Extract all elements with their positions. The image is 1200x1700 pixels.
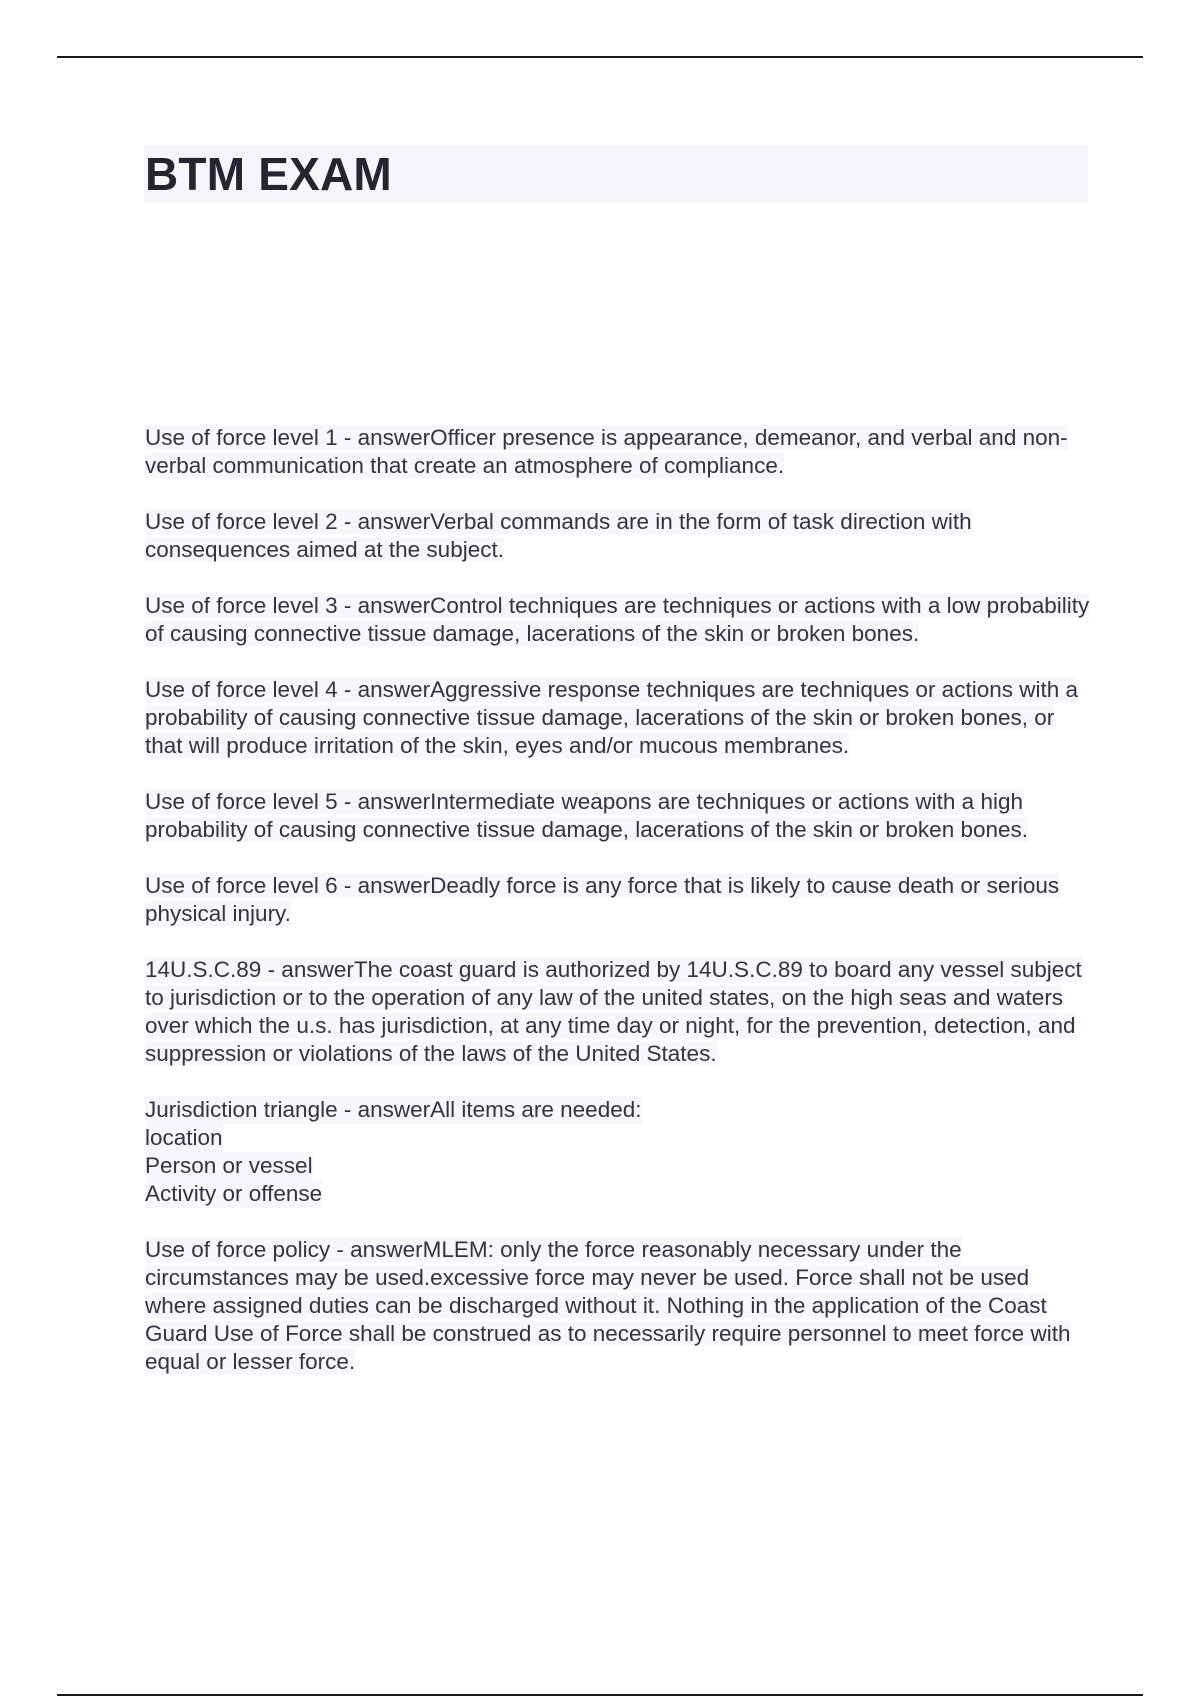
qa-separator: - answer — [337, 509, 431, 534]
qa-text — [145, 957, 1082, 1066]
qa-term: Use of force level 5 — [145, 789, 338, 814]
qa-term: Use of force level 4 — [145, 677, 338, 702]
qa-list-item: location — [145, 1125, 223, 1150]
qa-term: Use of force level 2 — [145, 509, 338, 534]
document-title: BTM EXAM — [145, 148, 392, 200]
qa-text — [145, 1237, 1070, 1374]
qa-list-item: Person or vessel — [145, 1153, 313, 1178]
qa-entry — [145, 676, 1095, 760]
qa-answer: Control techniques are techniques or actions with a low probability of causing connective tissue damage, lacerations of the skin or broken bones. — [145, 593, 1090, 646]
qa-text — [145, 593, 1089, 646]
footer-divider — [57, 1694, 1143, 1696]
header-divider — [57, 56, 1143, 58]
qa-separator: - answer — [337, 789, 431, 814]
qa-text — [145, 677, 1078, 758]
qa-list — [145, 424, 1095, 1404]
qa-answer: Officer presence is appearance, demeanor, and verbal and non-verbal communication that create an atmosphere of compliance. — [145, 425, 1068, 478]
qa-text — [145, 789, 1028, 842]
qa-text — [145, 873, 1059, 926]
qa-separator: - answer — [337, 593, 431, 618]
qa-answer: MLEM: only the force reasonably necessary under the circumstances may be used.excessive force may never be used. Force shall not be used where assigned duties can be discharged without it. Nothing in the application of the Coast Guard Use of Force shall be construed as to necessarily require personnel to meet force with equal or lesser force. — [145, 1237, 1071, 1374]
qa-term: Jurisdiction triangle — [145, 1097, 338, 1122]
qa-separator: - answer — [337, 873, 431, 898]
qa-entry — [145, 788, 1095, 844]
qa-entry — [145, 508, 1095, 564]
qa-entry — [145, 1096, 1095, 1208]
qa-entry — [145, 424, 1095, 480]
qa-term: 14U.S.C.89 — [145, 957, 262, 982]
qa-separator: - answer — [337, 677, 431, 702]
qa-entry — [145, 1236, 1095, 1376]
qa-text — [145, 425, 1068, 478]
qa-answer: Deadly force is any force that is likely to cause death or serious physical injury. — [145, 873, 1060, 926]
qa-text — [145, 1096, 642, 1124]
qa-term: Use of force level 1 — [145, 425, 338, 450]
qa-answer: Verbal commands are in the form of task direction with consequences aimed at the subject. — [145, 509, 972, 562]
qa-separator: - answer — [337, 425, 431, 450]
qa-entry — [145, 956, 1095, 1068]
qa-separator: - answer — [330, 1237, 423, 1262]
qa-entry — [145, 872, 1095, 928]
qa-answer: Intermediate weapons are techniques or actions with a high probability of causing connective tissue damage, lacerations of the skin or broken bones. — [145, 789, 1029, 842]
qa-answer: The coast guard is authorized by 14U.S.C.89 to board any vessel subject to jurisdiction or to the operation of any law of the united states, on the high seas and waters over which the u.s. has jurisdiction, at any time day or night, for the prevention, detection, and suppression or violations of the laws of the United States. — [145, 957, 1082, 1066]
qa-separator: - answer — [337, 1097, 431, 1122]
qa-list-item: Activity or offense — [145, 1181, 323, 1206]
qa-separator: - answer — [261, 957, 354, 982]
qa-answer: All items are needed: — [430, 1097, 642, 1122]
qa-answer: Aggressive response techniques are techniques or actions with a probability of causing connective tissue damage, lacerations of the skin or broken bones, or that will produce irritation of the skin, eyes and/or mucous membranes. — [145, 677, 1078, 758]
qa-term: Use of force level 6 — [145, 873, 338, 898]
qa-text — [145, 509, 972, 562]
qa-entry — [145, 592, 1095, 648]
qa-term: Use of force level 3 — [145, 593, 338, 618]
qa-term: Use of force policy — [145, 1237, 331, 1262]
